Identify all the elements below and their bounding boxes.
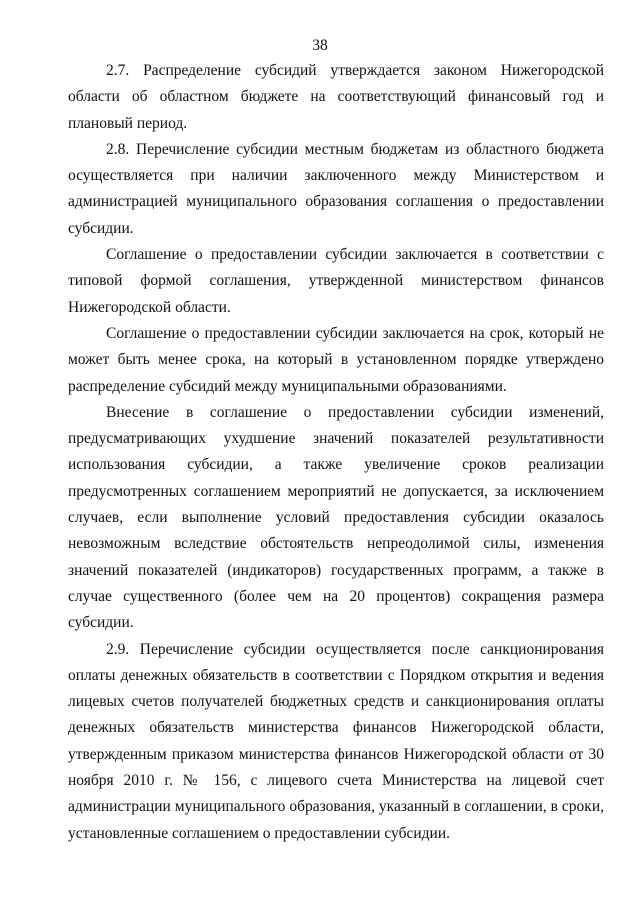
document-body — [68, 58, 604, 847]
paragraph-agreement-changes: Внесение в соглашение о предоставлении субсидии изменений, предусматривающих ухудшение значений показателей результативности использования субсидии, а также увеличение сроков реализации предусмотренных соглашением мероприятий не допускается, за исключением случаев, если выполнение условий предоставления субсидии оказалось невозможным вследствие обстоятельств непреодолимой силы, изменения значений показателей (индикаторов) государственных программ, а также в случае существенного (более чем на 20 процентов) сокращения размера субсидии. — [68, 403, 604, 632]
paragraph-agreement-form: Соглашение о предоставлении субсидии заключается в соответствии с типовой формой соглашения, утвержденной министерством финансов Нижегородской области. — [68, 246, 604, 316]
paragraph-agreement-term: Соглашение о предоставлении субсидии заключается на срок, который не может быть менее срока, на который в установленном порядке утверждено распределение субсидий между муниципальными образованиями. — [68, 324, 604, 395]
paragraph-2-7: 2.7. Распределение субсидий утверждается законом Нижегородской области об областном бюджете на соответствующий финансовый год и плановый период. — [68, 62, 604, 132]
paragraph-2-9: 2.9. Перечисление субсидии осуществляется после санкционирования оплаты денежных обязательств в соответствии с Порядком открытия и ведения лицевых счетов получателей бюджетных средств и санкционирования оплаты денежных обязательств министерства финансов Нижегородской области, утвержденным приказом министерства финансов Нижегородской области от 30 ноября 2010 г. № 156, с лицевого счета Министерства на лицевой счет администрации муниципального образования, указанный в соглашении, в сроки, установленные соглашением о предоставлении субсидии. — [68, 640, 604, 842]
page-number: 38 — [312, 37, 328, 54]
paragraph-2-8: 2.8. Перечисление субсидии местным бюджетам из областного бюджета осуществляется при наличии заключенного между Министерством и администрацией муниципального образования соглашения о предоставлении субсидии. — [68, 140, 604, 237]
